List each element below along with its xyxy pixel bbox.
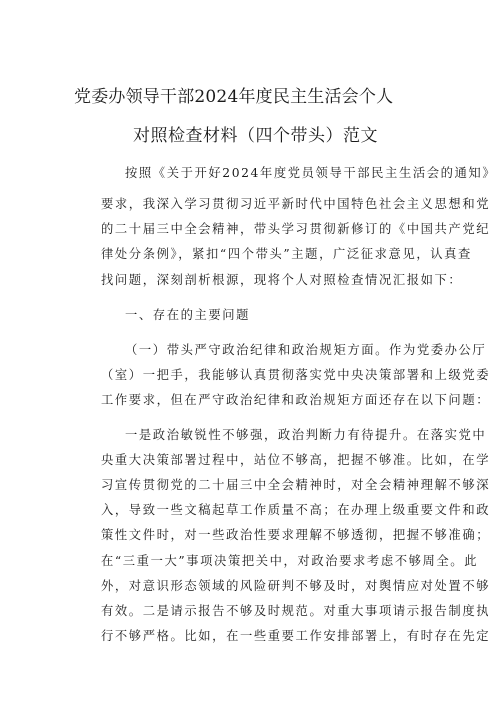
paragraph-3-line: 行不够严格。比如，在一些重要工作安排部署上，有时存在先定 xyxy=(101,629,491,643)
paragraph-2-line: （一）带头严守政治纪律和政治规矩方面。作为党委办公厅 xyxy=(125,343,487,357)
document-title-line-1: 党委办领导干部2024年度民主生活会个人 xyxy=(74,87,394,107)
paragraph-3-line: 入，导致一些文稿起草工作质量不高；在办理上级重要文件和政 xyxy=(101,503,491,517)
paragraph-2-line: （室）一把手，我能够认真贯彻落实党中央决策部署和上级党委 xyxy=(101,368,491,382)
paragraph-1-line: 按照《关于开好2024年度党员领导干部民主生活会的通知》 xyxy=(125,166,497,180)
section-heading: 一、存在的主要问题 xyxy=(125,308,251,322)
document-title-line-2: 对照检查材料（四个带头）范文 xyxy=(133,126,378,146)
paragraph-1-line: 律处分条例》，紧扣“四个带头”主题，广泛征求意见，认真查 xyxy=(101,247,472,261)
paragraph-3-line: 在“三重一大”事项决策把关中，对政治要求考虑不够周全。此 xyxy=(101,554,479,568)
paragraph-3-line: 有效。二是请示报告不够及时规范。对重大事项请示报告制度执 xyxy=(101,604,491,618)
paragraph-1-line: 要求，我深入学习贯彻习近平新时代中国特色社会主义思想和党 xyxy=(101,197,491,211)
paragraph-3-line: 央重大决策部署过程中，站位不够高，把握不够准。比如，在学 xyxy=(101,453,491,467)
paragraph-3-line: 外，对意识形态领域的风险研判不够及时，对舆情应对处置不够 xyxy=(101,579,491,593)
paragraph-2-line: 工作要求，但在严守政治纪律和政治规矩方面还存在以下问题： xyxy=(101,393,491,407)
paragraph-1-line: 的二十届三中全会精神，带头学习贯彻新修订的《中国共产党纪 xyxy=(101,222,491,236)
paragraph-3-line: 习宣传贯彻党的二十届三中全会精神时，对全会精神理解不够深 xyxy=(101,478,491,492)
paragraph-3-line: 策性文件时，对一些政治性要求理解不够透彻，把握不够准确； xyxy=(101,528,491,542)
paragraph-3-line: 一是政治敏锐性不够强，政治判断力有待提升。在落实党中 xyxy=(125,428,487,442)
paragraph-1-line: 找问题，深刻剖析根源，现将个人对照检查情况汇报如下： xyxy=(101,273,463,287)
